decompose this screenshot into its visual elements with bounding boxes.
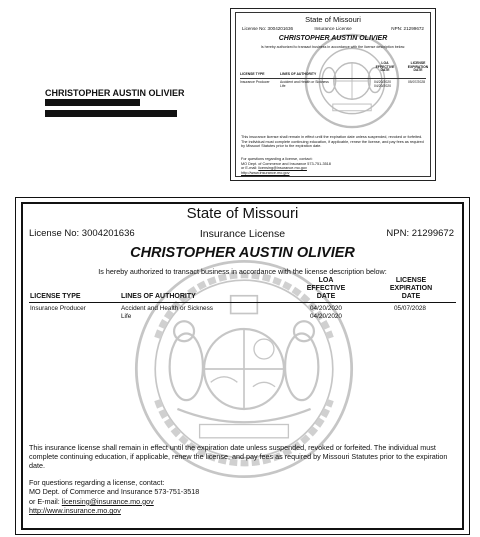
row-license-type: Insurance Producer: [30, 305, 86, 312]
license-number: License No: 3004201636: [242, 26, 294, 31]
license-type-title: Insurance License: [314, 26, 352, 31]
row-line-of-authority: Accident and Health or Sickness: [280, 80, 329, 84]
col-header-loa-effective-date: LOA EFFECTIVE DATE: [306, 277, 346, 300]
col-header-license-type: LICENSE TYPE: [240, 72, 265, 76]
contact-line: For questions regarding a license, contact:: [241, 157, 313, 161]
authorization-text: Is hereby authorized to transact business in accordance with the license description below:: [98, 267, 387, 276]
recipient-name: CHRISTOPHER AUSTIN OLIVIER: [45, 88, 185, 98]
row-line-of-authority: Accident and Health or Sickness: [121, 305, 214, 312]
npn-number: NPN: 21299672: [391, 26, 424, 31]
header-rule: [29, 302, 456, 303]
row-expiration-date: 05/07/2028: [394, 305, 426, 312]
redaction-bar: [45, 99, 140, 106]
row-license-type: Insurance Producer: [240, 80, 270, 84]
npn-number: NPN: 21299672: [386, 228, 454, 239]
website-link[interactable]: http://www.insurance.mo.gov: [241, 171, 290, 176]
header-rule: [240, 78, 426, 79]
licensee-name: CHRISTOPHER AUSTIN OLIVIER: [130, 245, 355, 261]
row-effective-date: 04/20/2020: [310, 305, 342, 312]
email-link[interactable]: licensing@insurance.mo.gov: [61, 496, 154, 506]
website-link[interactable]: http://www.insurance.mo.gov: [29, 506, 121, 516]
email-prefix: or E-mail:: [241, 166, 259, 171]
contact-email-line: [29, 497, 199, 506]
licensee-name: CHRISTOPHER AUSTIN OLIVIER: [278, 35, 388, 42]
col-header-lines-of-authority: LINES OF AUTHORITY: [121, 293, 196, 300]
redaction-bar: [45, 110, 177, 117]
row-effective-date: 04/20/2020: [374, 84, 391, 88]
row-line-of-authority: Life: [121, 313, 132, 320]
license-border: [21, 202, 464, 530]
contact-line: MO Dept. of Commerce and Insurance 573-751-3518: [29, 487, 200, 497]
col-header-lines-of-authority: LINES OF AUTHORITY: [280, 72, 317, 76]
col-header-license-expiration-date: LICENSE EXPIRATION DATE: [389, 277, 433, 300]
col-header-license-type: LICENSE TYPE: [30, 293, 81, 300]
disclaimer-text: This insurance license shall remain in effect until the expiration date unless suspended, revoked or forfeited. The individual must complete continuing education, if applicable, renew the license, and pay fees as required by Missouri Statutes prior to the expiration date.: [241, 135, 424, 149]
authorization-text: Is hereby authorized to transact business in accordance with the license description below:: [260, 45, 406, 49]
state-title: State of Missouri: [186, 205, 299, 222]
row-effective-date: 04/20/2020: [374, 80, 391, 84]
contact-line: MO Dept. of Commerce and Insurance 573-751-3518: [241, 161, 331, 166]
contact-block: [241, 157, 331, 176]
row-effective-date: 04/20/2020: [310, 313, 342, 320]
license-card-thumbnail: [230, 8, 436, 181]
disclaimer-text: This insurance license shall remain in effect until the expiration date unless suspended, revoked or forfeited. The individual must complete continuing education, if applicable, renew the license, and pay fees as required by Missouri Statutes prior to the expiration date.: [29, 443, 448, 471]
contact-line: For questions regarding a license, contact:: [29, 478, 165, 487]
col-header-loa-effective-date: LOA EFFECTIVE DATE: [375, 61, 395, 73]
license-type-title: Insurance License: [199, 228, 286, 240]
state-title: State of Missouri: [305, 15, 361, 24]
email-link[interactable]: licensing@insurance.mo.gov: [258, 166, 307, 171]
license-number: License No: 3004201636: [29, 228, 135, 239]
license-card: [15, 197, 470, 535]
row-line-of-authority: Life: [280, 84, 286, 88]
col-header-license-expiration-date: LICENSE EXPIRATION DATE: [407, 61, 429, 73]
license-border: [235, 12, 431, 177]
contact-block: [29, 478, 199, 515]
row-expiration-date: 05/07/2028: [408, 80, 425, 84]
email-prefix: or E-mail:: [29, 496, 62, 506]
